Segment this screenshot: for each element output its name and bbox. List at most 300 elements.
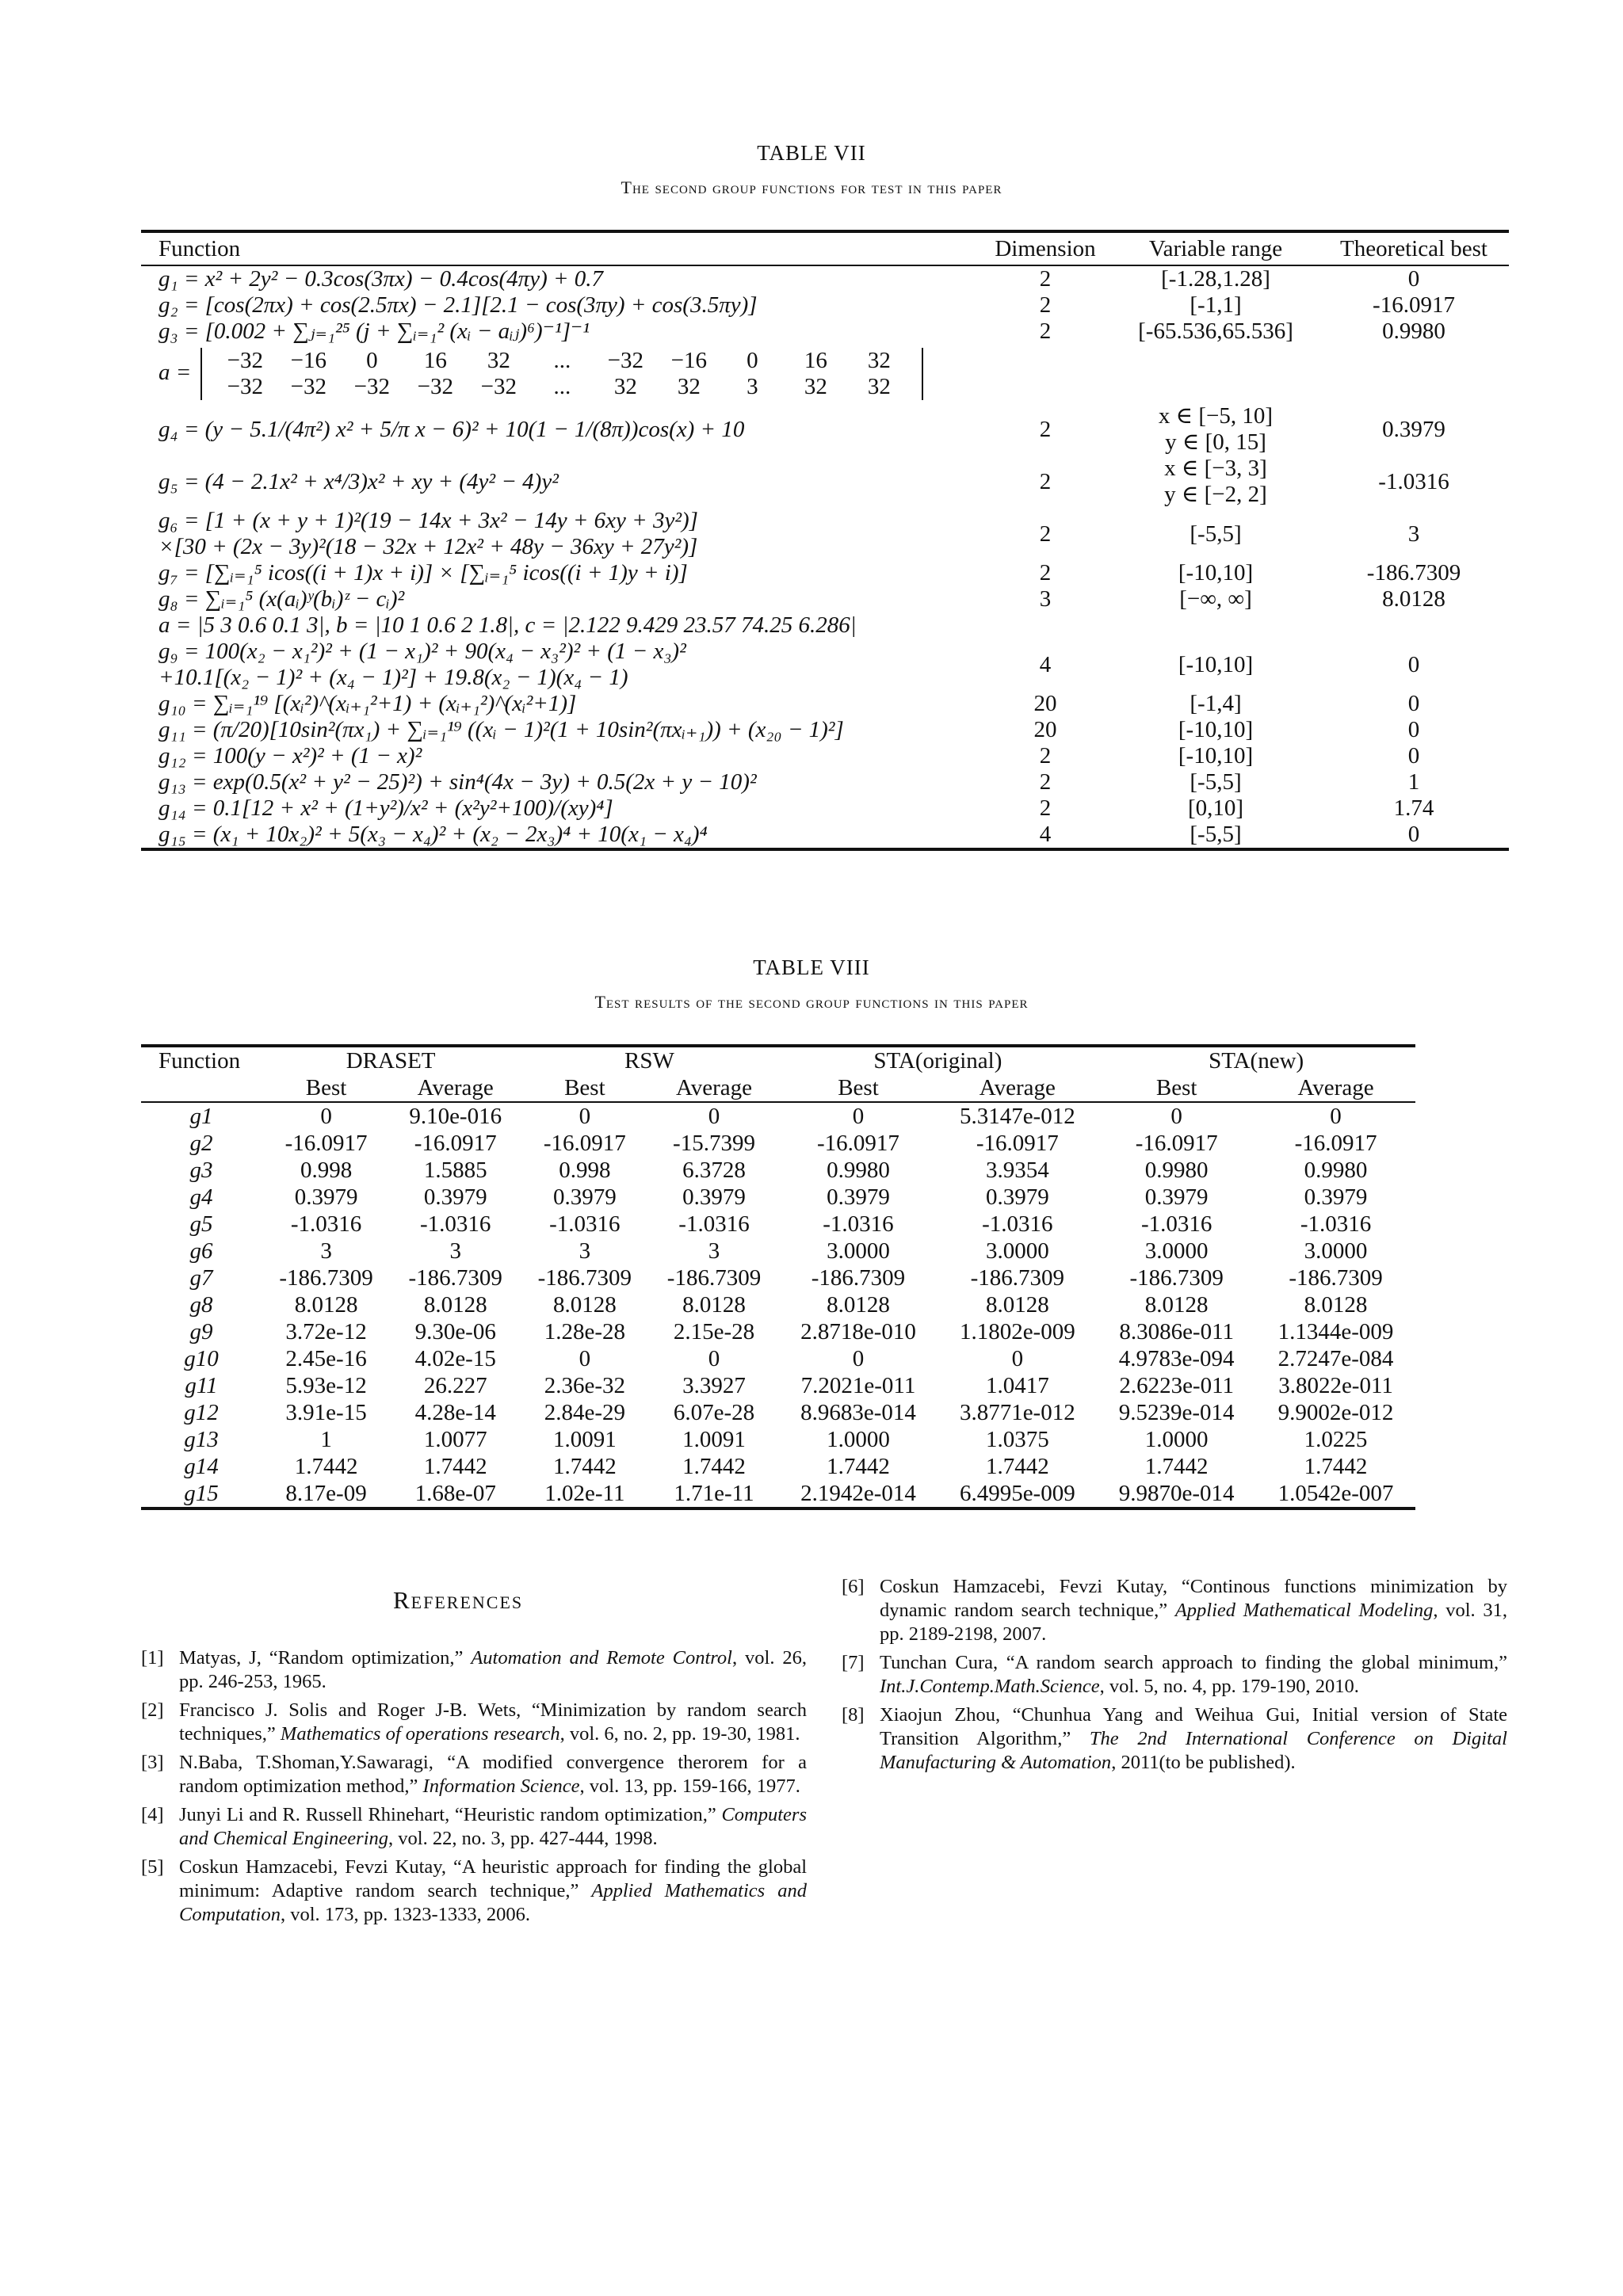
result-cell: -16.0917 bbox=[976, 1131, 1059, 1156]
result-cell: 0.998 bbox=[559, 1158, 611, 1183]
matrix-entry: 32 bbox=[867, 348, 891, 373]
result-cell: 0.3979 bbox=[985, 1184, 1049, 1210]
function-cell bbox=[141, 822, 978, 849]
function-name-cell: g5 bbox=[189, 1211, 213, 1237]
result-cell: 0.3979 bbox=[552, 1184, 617, 1210]
result-cell: 8.0128 bbox=[827, 1292, 890, 1318]
table7-header-range: Variable range bbox=[1113, 231, 1319, 265]
result-cell: 2.8718e-010 bbox=[800, 1319, 916, 1344]
result-cell: 8.17e-09 bbox=[285, 1481, 367, 1506]
result-cell: 3.8022e-011 bbox=[1278, 1373, 1393, 1398]
result-cell: 9.30e-06 bbox=[414, 1319, 496, 1344]
table7-header-best: Theoretical best bbox=[1319, 231, 1509, 265]
range-cell bbox=[1113, 769, 1319, 795]
best-cell: 0.9980 bbox=[1382, 318, 1445, 344]
dimension-cell: 4 bbox=[1039, 822, 1052, 847]
result-cell: -186.7309 bbox=[1129, 1265, 1224, 1291]
result-cell: 1.7442 bbox=[682, 1454, 746, 1479]
function-cell bbox=[141, 508, 978, 560]
range-cell bbox=[1113, 456, 1319, 508]
function-name-cell: g14 bbox=[184, 1454, 219, 1479]
references-column-left bbox=[141, 1646, 807, 1932]
result-cell: 3.0000 bbox=[827, 1238, 890, 1264]
table8-group-draset: DRASET bbox=[346, 1048, 436, 1074]
result-cell: 4.28e-14 bbox=[414, 1400, 496, 1425]
best-cell: 0 bbox=[1407, 691, 1420, 716]
result-cell: 0 bbox=[579, 1346, 591, 1371]
reference-venue: Automation and Remote Control bbox=[471, 1647, 732, 1669]
table8-body bbox=[141, 1102, 1415, 1508]
function-formula-line: g₂ = [cos(2πx) + cos(2.5πx) − 2.1][2.1 − cos(3πy) + cos(3.5πy)] bbox=[158, 292, 758, 318]
result-cell: 9.9870e-014 bbox=[1118, 1481, 1235, 1506]
reference-details: , vol. 22, no. 3, pp. 427-444, 1998. bbox=[388, 1828, 658, 1849]
result-cell: 1.7442 bbox=[423, 1454, 487, 1479]
table-row bbox=[141, 743, 1509, 769]
matrix-entry: −32 bbox=[290, 374, 327, 399]
result-cell: 8.0128 bbox=[1144, 1292, 1209, 1318]
result-cell: 9.10e-016 bbox=[409, 1104, 502, 1129]
best-cell: 8.0128 bbox=[1382, 586, 1445, 612]
dimension-cell: 20 bbox=[1033, 691, 1057, 716]
range-line: [-5,5] bbox=[1190, 822, 1242, 847]
function-cell bbox=[141, 639, 978, 691]
reference-number: [3] bbox=[141, 1752, 164, 1773]
result-cell: 1.0000 bbox=[1144, 1427, 1209, 1452]
reference-venue: Applied Mathematical Modeling bbox=[1174, 1600, 1434, 1621]
function-formula-line: g₉ = 100(x₂ − x₁²)² + (1 − x₁)² + 90(x₄ − x₃²)² + (1 − x₃)² bbox=[158, 639, 686, 664]
range-cell bbox=[1113, 822, 1319, 849]
reference-text: Xiaojun Zhou, “Chunhua Yang and Weihua Gui, Initial version of State Transition Algorithm,” bbox=[880, 1704, 1507, 1749]
result-cell: -186.7309 bbox=[279, 1265, 373, 1291]
result-cell: 1.0225 bbox=[1304, 1427, 1368, 1452]
matrix-entry: 32 bbox=[487, 348, 510, 373]
result-cell: 8.3086e-011 bbox=[1119, 1319, 1235, 1344]
function-formula-line: g₅ = (4 − 2.1x² + x⁴/3)x² + xy + (4y² − 4)y² bbox=[158, 468, 559, 494]
reference-number: [2] bbox=[141, 1699, 164, 1721]
table-row bbox=[141, 318, 1509, 345]
result-cell: 5.93e-12 bbox=[285, 1373, 367, 1398]
reference-item bbox=[141, 1803, 807, 1851]
dimension-cell: 2 bbox=[1039, 468, 1052, 494]
table-row bbox=[141, 1480, 1415, 1508]
table8 bbox=[141, 1044, 1415, 1510]
range-line: [-5,5] bbox=[1190, 521, 1242, 547]
result-cell: 1.02e-11 bbox=[544, 1481, 625, 1506]
reference-venue: Int.J.Contemp.Math.Science bbox=[880, 1676, 1100, 1697]
result-cell: -1.0316 bbox=[549, 1211, 621, 1237]
result-cell: 3 bbox=[579, 1238, 591, 1264]
function-cell bbox=[141, 769, 978, 795]
reference-item bbox=[141, 1646, 807, 1694]
range-line: y ∈ [0, 15] bbox=[1165, 429, 1266, 455]
matrix-entry: 32 bbox=[613, 374, 637, 399]
function-formula-line: +10.1[(x₂ − 1)² + (x₄ − 1)²] + 19.8(x₂ − 1)(x₄ − 1) bbox=[158, 665, 628, 690]
result-cell: 1.71e-11 bbox=[674, 1481, 754, 1506]
result-cell: 2.1942e-014 bbox=[800, 1481, 916, 1506]
result-cell: 26.227 bbox=[423, 1373, 487, 1398]
result-cell: 1.0000 bbox=[827, 1427, 890, 1452]
matrix-entry: ... bbox=[553, 348, 571, 373]
table-row bbox=[141, 639, 1509, 691]
result-cell: 0 bbox=[708, 1346, 720, 1371]
result-cell: 3.0000 bbox=[1304, 1238, 1368, 1264]
range-cell bbox=[1113, 586, 1319, 612]
table-row bbox=[141, 822, 1509, 849]
table7-header-dimension: Dimension bbox=[978, 231, 1113, 265]
g8-params-text: a = |5 3 0.6 0.1 3|, b = |10 1 0.6 2 1.8|, c = |2.122 9.429 23.57 74.25 6.286| bbox=[158, 612, 857, 638]
result-cell: 1.7442 bbox=[1304, 1454, 1368, 1479]
table8-group-row bbox=[141, 1046, 1415, 1074]
result-cell: -1.0316 bbox=[678, 1211, 750, 1237]
range-line: [-1,4] bbox=[1190, 691, 1242, 716]
matrix-entry: 16 bbox=[423, 348, 447, 373]
matrix-entry: −32 bbox=[353, 374, 390, 399]
result-cell: 0 bbox=[1011, 1346, 1024, 1371]
function-name-cell: g2 bbox=[189, 1131, 213, 1156]
result-cell: 0.9980 bbox=[1144, 1158, 1209, 1183]
reference-details: , vol. 5, no. 4, pp. 179-190, 2010. bbox=[1099, 1676, 1359, 1697]
result-cell: 8.0128 bbox=[985, 1292, 1049, 1318]
dimension-cell: 4 bbox=[1039, 651, 1052, 677]
result-cell: 3.0000 bbox=[985, 1238, 1049, 1264]
result-cell: 0.3979 bbox=[294, 1184, 358, 1210]
table-row bbox=[141, 265, 1509, 292]
result-cell: 0 bbox=[852, 1104, 865, 1129]
range-line: [-10,10] bbox=[1178, 651, 1254, 677]
table7-header-row bbox=[141, 231, 1509, 265]
matrix-entry: 0 bbox=[747, 348, 758, 373]
range-line: [-1.28,1.28] bbox=[1161, 266, 1270, 292]
table-row bbox=[141, 1184, 1415, 1211]
table8-sub-best: Best bbox=[779, 1074, 938, 1102]
dimension-cell: 2 bbox=[1039, 292, 1052, 318]
table8-sub-best: Best bbox=[1097, 1074, 1256, 1102]
result-cell: 3 bbox=[449, 1238, 461, 1264]
result-cell: 6.07e-28 bbox=[673, 1400, 755, 1425]
matrix-entry: −16 bbox=[290, 348, 327, 373]
reference-number: [5] bbox=[141, 1856, 164, 1878]
best-cell: 0.3979 bbox=[1382, 416, 1445, 442]
table-row bbox=[141, 1426, 1415, 1453]
result-cell: 0.9980 bbox=[827, 1158, 890, 1183]
result-cell: 3.0000 bbox=[1144, 1238, 1209, 1264]
table7-header-function: Function bbox=[141, 231, 978, 265]
result-cell: 8.9683e-014 bbox=[800, 1400, 916, 1425]
function-name-cell: g9 bbox=[189, 1319, 213, 1344]
matrix-entry: −16 bbox=[670, 348, 707, 373]
reference-number: [1] bbox=[141, 1647, 164, 1669]
result-cell: 4.02e-15 bbox=[414, 1346, 496, 1371]
table8-sub-average: Average bbox=[1256, 1074, 1415, 1102]
table-row bbox=[141, 456, 1509, 508]
range-cell bbox=[1113, 403, 1319, 456]
reference-number: [8] bbox=[842, 1704, 865, 1726]
table-row bbox=[141, 508, 1509, 560]
function-cell bbox=[141, 318, 978, 345]
function-cell bbox=[141, 292, 978, 318]
table-row bbox=[141, 1372, 1415, 1399]
result-cell: 0 bbox=[1170, 1104, 1182, 1129]
result-cell: 2.6223e-011 bbox=[1119, 1373, 1235, 1398]
table-row bbox=[141, 292, 1509, 318]
range-cell bbox=[1113, 743, 1319, 769]
function-cell bbox=[141, 456, 978, 508]
function-name-cell: g8 bbox=[189, 1292, 213, 1318]
function-formula-line: g₁₀ = ∑ᵢ₌₁¹⁹ [(xᵢ²)^(xᵢ₊₁²+1) + (xᵢ₊₁²)^(xᵢ²+1)] bbox=[158, 691, 577, 716]
table8-group-rsw: RSW bbox=[624, 1048, 674, 1074]
matrix-entry: 32 bbox=[804, 374, 827, 399]
result-cell: 0.3979 bbox=[423, 1184, 487, 1210]
matrix-entry: 3 bbox=[747, 374, 758, 399]
result-cell: -186.7309 bbox=[1289, 1265, 1383, 1291]
reference-details: , vol. 26, pp. 246-253, 1965. bbox=[179, 1647, 807, 1692]
result-cell: 0.998 bbox=[300, 1158, 353, 1183]
result-cell: 2.15e-28 bbox=[673, 1319, 755, 1344]
result-cell: -1.0316 bbox=[823, 1211, 894, 1237]
table-row bbox=[141, 795, 1509, 822]
result-cell: 2.45e-16 bbox=[285, 1346, 367, 1371]
result-cell: 8.0128 bbox=[423, 1292, 487, 1318]
function-cell bbox=[141, 795, 978, 822]
table8-sub-best: Best bbox=[262, 1074, 391, 1102]
function-name-cell: g4 bbox=[189, 1184, 213, 1210]
matrix-entry: −32 bbox=[227, 348, 263, 373]
function-name-cell: g7 bbox=[189, 1265, 213, 1291]
result-cell: 2.7247e-084 bbox=[1277, 1346, 1394, 1371]
reference-item bbox=[141, 1699, 807, 1746]
result-cell: 1.7442 bbox=[552, 1454, 617, 1479]
dimension-cell: 2 bbox=[1039, 795, 1052, 821]
result-cell: 1.0375 bbox=[985, 1427, 1049, 1452]
best-cell: 0 bbox=[1407, 717, 1420, 742]
result-cell: -16.0917 bbox=[817, 1131, 899, 1156]
g8-params bbox=[141, 612, 1509, 639]
best-cell: -16.0917 bbox=[1373, 292, 1455, 318]
matrix-entry: −32 bbox=[417, 374, 453, 399]
table-row bbox=[141, 403, 1509, 456]
function-name-cell: g15 bbox=[184, 1481, 219, 1506]
table-row bbox=[141, 1399, 1415, 1426]
result-cell: -1.0316 bbox=[290, 1211, 362, 1237]
result-cell: -186.7309 bbox=[970, 1265, 1065, 1291]
dimension-cell: 2 bbox=[1039, 318, 1052, 344]
reference-text: Junyi Li and R. Russell Rhinehart, “Heuristic random optimization,” bbox=[179, 1804, 722, 1825]
result-cell: 1.7442 bbox=[985, 1454, 1049, 1479]
matrix-entry: 16 bbox=[804, 348, 827, 373]
table-row bbox=[141, 560, 1509, 586]
result-cell: 1.0542e-007 bbox=[1277, 1481, 1394, 1506]
table7-body bbox=[141, 265, 1509, 849]
table-row bbox=[141, 1264, 1415, 1291]
function-formula-line: g₁₃ = exp(0.5(x² + y² − 25)²) + sin⁴(4x − 3y) + 0.5(2x + y − 10)² bbox=[158, 769, 757, 795]
table-row bbox=[141, 586, 1509, 612]
result-cell: 0.3979 bbox=[1304, 1184, 1368, 1210]
dimension-cell: 2 bbox=[1039, 769, 1052, 795]
best-cell: 0 bbox=[1407, 822, 1420, 847]
function-cell bbox=[141, 560, 978, 586]
table-row bbox=[141, 1211, 1415, 1238]
function-formula-line: g₁₄ = 0.1[12 + x² + (1+y²)/x² + (x²y²+100)/(xy)⁴] bbox=[158, 795, 613, 821]
table7 bbox=[141, 230, 1509, 851]
table8-sub-average: Average bbox=[649, 1074, 778, 1102]
range-cell bbox=[1113, 508, 1319, 560]
table8-subtitle: Test results of the second group functions in this paper bbox=[594, 992, 1029, 1012]
result-cell: -16.0917 bbox=[285, 1131, 368, 1156]
result-cell: 3.9354 bbox=[985, 1158, 1049, 1183]
range-line: [-10,10] bbox=[1178, 743, 1254, 769]
result-cell: 5.3147e-012 bbox=[959, 1104, 1075, 1129]
best-cell: -1.0316 bbox=[1378, 468, 1449, 494]
result-cell: 0 bbox=[1330, 1104, 1342, 1129]
matrix-entry: 0 bbox=[366, 348, 378, 373]
g8-params-row bbox=[141, 612, 1509, 639]
range-cell bbox=[1113, 560, 1319, 586]
result-cell: -1.0316 bbox=[1140, 1211, 1212, 1237]
reference-text: Tunchan Cura, “A random search approach to finding the global minimum,” bbox=[880, 1652, 1507, 1673]
function-name-cell: g13 bbox=[184, 1427, 219, 1452]
function-formula-line: g₈ = ∑ᵢ₌₁⁵ (x(aᵢ)ʸ(bᵢ)ᶻ − cᵢ)² bbox=[158, 586, 405, 612]
reference-details: , vol. 31, pp. 2189-2198, 2007. bbox=[880, 1600, 1507, 1645]
result-cell: 1.0417 bbox=[985, 1373, 1049, 1398]
result-cell: -186.7309 bbox=[408, 1265, 502, 1291]
result-cell: 1.7442 bbox=[294, 1454, 358, 1479]
dimension-cell: 3 bbox=[1039, 586, 1052, 612]
result-cell: -16.0917 bbox=[414, 1131, 497, 1156]
range-cell bbox=[1113, 795, 1319, 822]
matrix-label: a = bbox=[158, 359, 192, 385]
result-cell: 0.3979 bbox=[827, 1184, 890, 1210]
table-row bbox=[141, 691, 1509, 717]
reference-item bbox=[842, 1703, 1507, 1775]
function-formula-line: g₇ = [∑ᵢ₌₁⁵ icos((i + 1)x + i)] × [∑ᵢ₌₁⁵ icos((i + 1)y + i)] bbox=[158, 560, 688, 585]
result-cell: -186.7309 bbox=[537, 1265, 632, 1291]
reference-venue: Applied Mathematics and Computation bbox=[179, 1880, 808, 1925]
result-cell: 8.0128 bbox=[682, 1292, 746, 1318]
function-formula-line: g₁₂ = 100(y − x²)² + (1 − x)² bbox=[158, 743, 422, 769]
result-cell: -16.0917 bbox=[543, 1131, 626, 1156]
table-row bbox=[141, 769, 1509, 795]
result-cell: 1.7442 bbox=[827, 1454, 890, 1479]
reference-venue: Mathematics of operations research bbox=[280, 1723, 560, 1745]
reference-item bbox=[842, 1575, 1507, 1646]
dimension-cell: 2 bbox=[1039, 416, 1052, 442]
function-formula-line: g₄ = (y − 5.1/(4π²) x² + 5/π x − 6)² + 10(1 − 1/(8π))cos(x) + 10 bbox=[158, 416, 745, 442]
reference-text: Francisco J. Solis and Roger J-B. Wets, “Minimization by random search techniques,” bbox=[179, 1699, 807, 1745]
result-cell: 0.3979 bbox=[682, 1184, 746, 1210]
table-row bbox=[141, 717, 1509, 743]
best-cell: 1 bbox=[1407, 769, 1420, 795]
result-cell: 3.91e-15 bbox=[285, 1400, 367, 1425]
range-line: x ∈ [−3, 3] bbox=[1164, 456, 1267, 481]
range-line: y ∈ [−2, 2] bbox=[1164, 482, 1267, 507]
result-cell: 1.7442 bbox=[1144, 1454, 1209, 1479]
result-cell: 1.28e-28 bbox=[544, 1319, 625, 1344]
reference-venue: Computers and Chemical Engineering bbox=[179, 1804, 807, 1849]
dimension-cell: 2 bbox=[1039, 560, 1052, 585]
reference-number: [7] bbox=[842, 1652, 865, 1673]
result-cell: -15.7399 bbox=[673, 1131, 755, 1156]
range-line: [-65.536,65.536] bbox=[1138, 318, 1293, 344]
dimension-cell: 20 bbox=[1033, 717, 1057, 742]
table8-group-sta-new: STA(new) bbox=[1209, 1048, 1304, 1074]
dimension-cell: 2 bbox=[1039, 743, 1052, 769]
range-cell bbox=[1113, 318, 1319, 345]
references-heading: References bbox=[393, 1586, 524, 1614]
reference-details: , vol. 13, pp. 159-166, 1977. bbox=[579, 1775, 800, 1797]
result-cell: 8.0128 bbox=[1304, 1292, 1368, 1318]
result-cell: 0.3979 bbox=[1144, 1184, 1209, 1210]
table-row bbox=[141, 1238, 1415, 1264]
result-cell: 1.0091 bbox=[682, 1427, 746, 1452]
reference-details: , vol. 6, no. 2, pp. 19-30, 1981. bbox=[559, 1723, 800, 1745]
table-row bbox=[141, 1291, 1415, 1318]
result-cell: 3.3927 bbox=[682, 1373, 746, 1398]
result-cell: 1.1344e-009 bbox=[1277, 1319, 1394, 1344]
table7-title: TABLE VII bbox=[757, 141, 866, 165]
reference-venue: The 2nd International Conference on Digital Manufacturing & Automation bbox=[880, 1728, 1507, 1773]
table8-sub-average: Average bbox=[938, 1074, 1097, 1102]
result-cell: 1.0091 bbox=[552, 1427, 617, 1452]
result-cell: 3.8771e-012 bbox=[959, 1400, 1075, 1425]
range-cell bbox=[1113, 292, 1319, 318]
table-row bbox=[141, 1318, 1415, 1345]
result-cell: -186.7309 bbox=[811, 1265, 906, 1291]
result-cell: 0 bbox=[852, 1346, 865, 1371]
dimension-cell: 2 bbox=[1039, 521, 1052, 547]
dimension-cell: 2 bbox=[1039, 266, 1052, 292]
result-cell: 9.9002e-012 bbox=[1277, 1400, 1394, 1425]
result-cell: -16.0917 bbox=[1135, 1131, 1218, 1156]
function-name-cell: g11 bbox=[185, 1373, 218, 1398]
range-cell bbox=[1113, 717, 1319, 743]
reference-details: , 2011(to be published). bbox=[1111, 1752, 1296, 1773]
function-formula-line: g₁ = x² + 2y² − 0.3cos(3πx) − 0.4cos(4πy) + 0.7 bbox=[158, 266, 604, 292]
table8-header-function: Function bbox=[158, 1048, 241, 1074]
result-cell: 4.9783e-094 bbox=[1118, 1346, 1235, 1371]
reference-details: , vol. 173, pp. 1323-1333, 2006. bbox=[280, 1904, 531, 1925]
function-name-cell: g3 bbox=[189, 1158, 213, 1183]
range-line: [−∞, ∞] bbox=[1179, 586, 1252, 612]
range-line: [-5,5] bbox=[1190, 769, 1242, 795]
matrix-entry: 32 bbox=[867, 374, 891, 399]
result-cell: 1.68e-07 bbox=[414, 1481, 496, 1506]
function-cell bbox=[141, 586, 978, 612]
table-row bbox=[141, 1345, 1415, 1372]
best-cell: 0 bbox=[1407, 266, 1420, 292]
result-cell: 2.36e-32 bbox=[544, 1373, 625, 1398]
best-cell: 0 bbox=[1407, 651, 1420, 677]
best-cell: 0 bbox=[1407, 743, 1420, 769]
result-cell: 1 bbox=[320, 1427, 332, 1452]
function-name-cell: g6 bbox=[189, 1238, 213, 1264]
reference-text: Coskun Hamzacebi, Fevzi Kutay, “A heuristic approach for finding the global minimum: Adaptive random search technique,” bbox=[179, 1856, 807, 1901]
table8-sub-row bbox=[141, 1074, 1415, 1102]
function-formula-line: ×[30 + (2x − 3y)²(18 − 32x + 12x² + 48y − 36xy + 27y²)] bbox=[158, 534, 698, 559]
range-cell bbox=[1113, 639, 1319, 691]
matrix-entry: 32 bbox=[677, 374, 701, 399]
result-cell: 3.72e-12 bbox=[285, 1319, 367, 1344]
range-line: [-10,10] bbox=[1178, 560, 1254, 585]
reference-venue: Information Science bbox=[422, 1775, 580, 1797]
range-line: x ∈ [−5, 10] bbox=[1158, 403, 1274, 429]
best-cell: 1.74 bbox=[1393, 795, 1434, 821]
table8-title: TABLE VIII bbox=[753, 955, 870, 979]
best-cell: 3 bbox=[1407, 521, 1420, 547]
table8-sub-blank bbox=[141, 1074, 262, 1102]
matrix-a bbox=[200, 348, 923, 400]
result-cell: -186.7309 bbox=[666, 1265, 762, 1291]
range-line: [-1,1] bbox=[1190, 292, 1242, 318]
